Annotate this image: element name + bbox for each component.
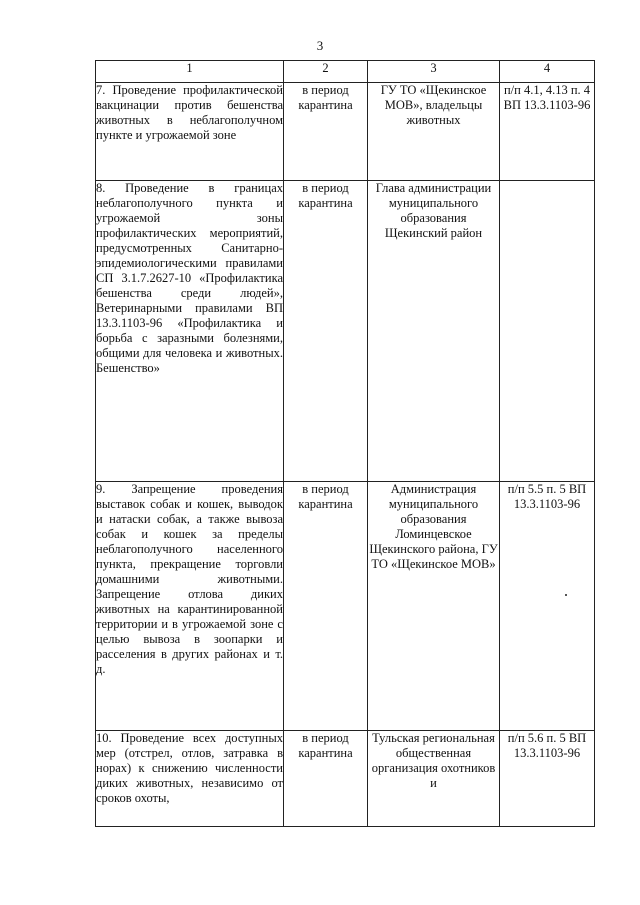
period-cell: в период карантина	[284, 181, 368, 482]
period-cell: в период карантина	[284, 731, 368, 827]
measure-cell: 9. Запрещение проведения выставок собак и кошек, выводок и натаски собак, а также вывоза собак и кошек за пределы неблагополучного населенного пункта, прекращение торговли домашними животными. Запрещение отлова диких животных на карантинированной территории и в угрожаемой зоне с целью вывоза в зоопарки и расселения в других районах и т. д.	[96, 482, 284, 731]
measure-cell: 8. Проведение в границах неблагополучного пункта и угрожаемой зоны профилактических мероприятий, предусмотренных Санитарно-эпидемиологическими правилами СП 3.1.7.2627-10 «Профилактика бешенства среди людей», Ветеринарными правилами ВП 13.3.1103-96 «Профилактика и борьба с заразными болезнями, общими для человека и животных. Бешенство»	[96, 181, 284, 482]
reference-cell	[500, 181, 595, 482]
scan-speck	[565, 594, 567, 596]
responsible-cell: ГУ ТО «Щекинское МОВ», владельцы животных	[368, 83, 500, 181]
table-row	[96, 731, 595, 827]
table-row	[96, 482, 595, 731]
reference-cell: п/п 5.5 п. 5 ВП 13.3.1103-96	[500, 482, 595, 731]
period-cell: в период карантина	[284, 83, 368, 181]
measures-table	[95, 60, 595, 827]
reference-cell: п/п 5.6 п. 5 ВП 13.3.1103-96	[500, 731, 595, 827]
column-header: 3	[368, 61, 500, 83]
responsible-cell: Глава администрации муниципального образования Щекинский район	[368, 181, 500, 482]
responsible-cell: Администрация муниципального образования Ломинцевское Щекинского района, ГУ ТО «Щекинское МОВ»	[368, 482, 500, 731]
table-row	[96, 181, 595, 482]
measure-cell: 7. Проведение профилактической вакцинации против бешенства животных в неблагополучном пункте и угрожаемой зоне	[96, 83, 284, 181]
column-header: 2	[284, 61, 368, 83]
responsible-cell: Тульская региональная общественная организация охотников и	[368, 731, 500, 827]
measure-cell: 10. Проведение всех доступных мер (отстрел, отлов, затравка в норах) к снижению численности диких животных, независимо от сроков охоты,	[96, 731, 284, 827]
period-cell: в период карантина	[284, 482, 368, 731]
table-header-row	[96, 61, 595, 83]
column-header: 1	[96, 61, 284, 83]
column-header: 4	[500, 61, 595, 83]
page-number: 3	[316, 38, 324, 53]
reference-cell: п/п 4.1, 4.13 п. 4 ВП 13.3.1103-96	[500, 83, 595, 181]
table-row	[96, 83, 595, 181]
